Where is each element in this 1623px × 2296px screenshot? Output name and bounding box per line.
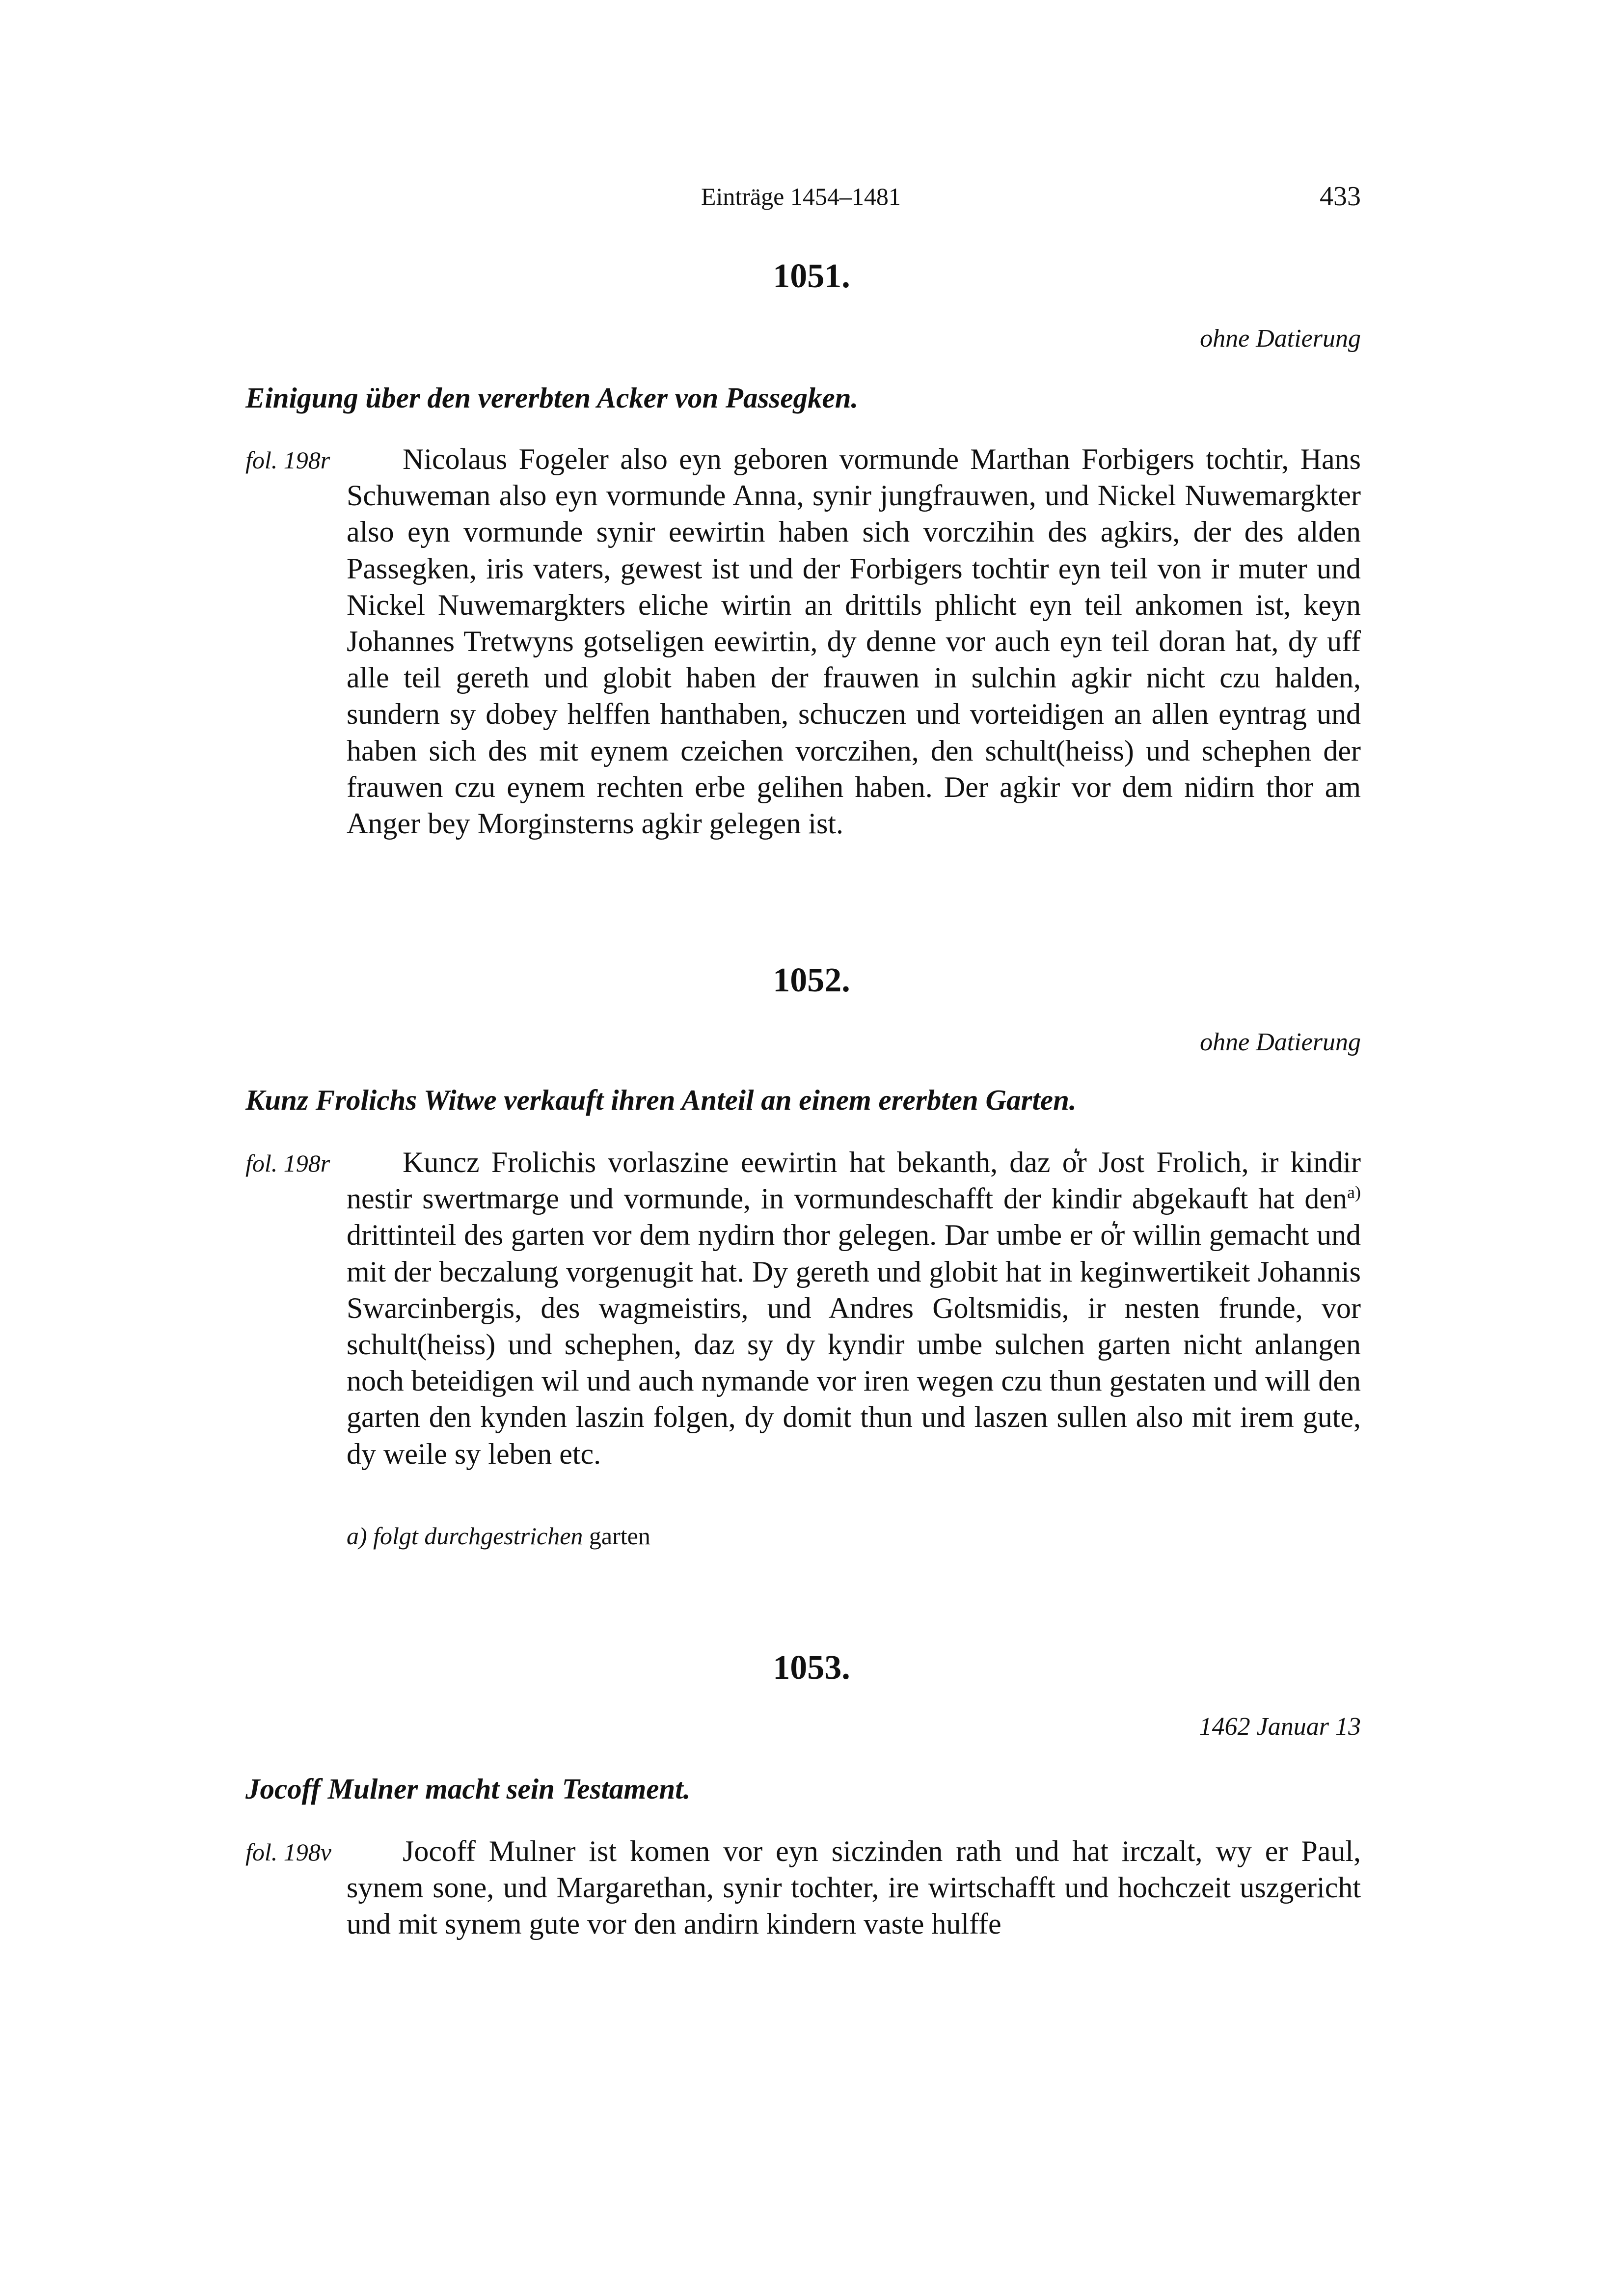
folio-reference: fol. 198r	[245, 446, 330, 474]
entry-body	[347, 1144, 1361, 1472]
entry-body: Nicolaus Fogeler also eyn geboren vormunde Marthan Forbigers tochtir, Hans Schuweman also eyn vormunde Anna, synir jungfrauwen, und Nickel Nuwemargkter also eyn vormunde synir eewirtin haben sich vorczihin des agkirs, der des alden Passegken, iris vaters, gewest ist und der Forbigers tochtir eyn teil von ir muter und Nickel Nuwemargkters eliche wirtin an drittils phlicht eyn teil ankomen ist, keyn Johannes Tretwyns gotseligen eewirtin, dy denne vor auch eyn teil doran hat, dy uff alle teil gereth und globit haben der frauwen in sulchin agkir nicht czu halden, sundern sy dobey helffen hanthaben, schuczen und vorteidigen an allen eyntrag und haben sich des mit eynem czeichen vorczihen, den schult(heiss) und schephen der frauwen czu eynem rechten erbe gelihen haben. Der agkir vor dem nidirn thor am Anger bey Morginsterns agkir gelegen ist.	[347, 443, 1361, 840]
folio-reference: fol. 198v	[245, 1838, 331, 1866]
entry-number: 1052.	[773, 961, 850, 999]
running-header	[0, 177, 1623, 216]
entry-date: ohne Datierung	[1200, 325, 1361, 353]
footnote-text: garten	[589, 1522, 650, 1550]
entry-body: Jocoff Mulner ist komen vor eyn siczinden rath und hat irczalt, wy er Paul, synem sone, und Margarethan, synir tochter, ire wirtschafft und hochczeit uszgericht und mit synem gute vor den andirn kindern vaste hulffe	[347, 1835, 1361, 1941]
entry-number: 1051.	[773, 257, 850, 295]
entry-heading: Einigung über den vererbten Acker von Passegken.	[245, 382, 859, 414]
entry-date: ohne Datierung	[1200, 1028, 1361, 1056]
entry-heading: Kunz Frolichs Witwe verkauft ihren Anteil an einem ererbten Garten.	[245, 1084, 1077, 1116]
page-number: 433	[1320, 181, 1361, 212]
running-title: Einträge 1454–1481	[701, 183, 901, 210]
entry-number: 1053.	[773, 1649, 850, 1687]
footnote-label: a) folgt durchgestrichen	[347, 1522, 583, 1550]
entry-body-text: drittinteil des garten vor dem nydirn thor gelegen. Dar umbe er o͛r willin gemacht und mit der beczalung vorgenugit hat. Dy gereth und globit hat in keginwertikeit Johannis Swarcinbergis, des wagmeistirs, und Andres Goltsmidis, ir nesten frunde, vor schult(heiss) und schephen, daz sy dy kyndir umbe sulchen garten nicht anlangen noch beteidigen wil und auch nymande vor iren wegen czu thun gestaten und will den garten den kynden laszin folgen, dy domit thun und laszen sullen also mit irem gute, dy weile sy leben etc.	[347, 1219, 1361, 1470]
footnote-marker: a)	[1347, 1182, 1361, 1203]
folio-reference: fol. 198r	[245, 1149, 330, 1177]
entry-body-text: Kuncz Frolichis vorlaszine eewirtin hat bekanth, daz o͛r Jost Frolich, ir kindir nestir swertmarge und vormunde, in vormundeschafft der kindir abgekauft hat den	[347, 1146, 1361, 1215]
footnote	[347, 1519, 650, 1553]
entry-date: 1462 Januar 13	[1199, 1713, 1361, 1741]
entry-heading: Jocoff Mulner macht sein Testament.	[245, 1773, 691, 1805]
